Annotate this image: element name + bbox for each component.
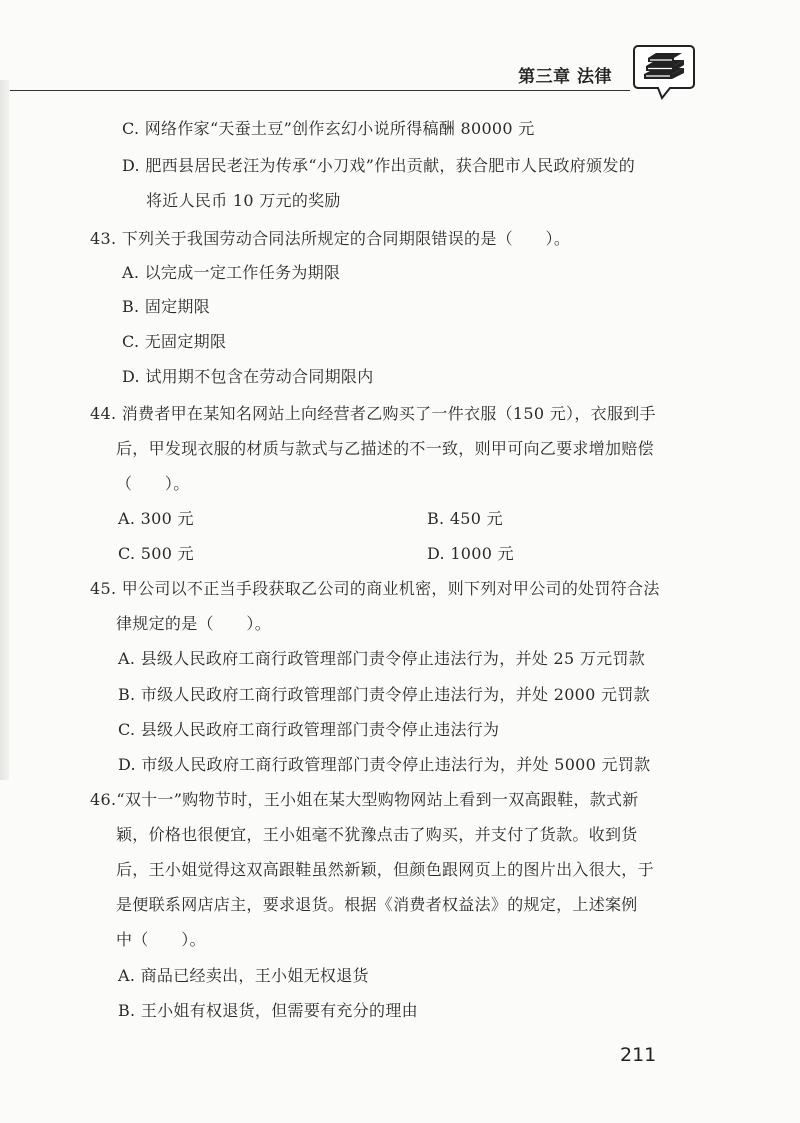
q46-option-a: A. 商品已经卖出，王小姐无权退货 (118, 966, 369, 985)
q46-stem-line2: 颖，价格也很便宜，王小姐毫不犹豫点击了购买，并支付了货款。收到货 (116, 825, 638, 844)
q44-option-c: C. 500 元 (118, 544, 194, 563)
page-number: 211 (620, 1044, 657, 1066)
q43-option-d: D. 试用期不包含在劳动合同期限内 (122, 367, 374, 386)
q43-option-c: C. 无固定期限 (122, 332, 227, 351)
q44-stem-line2: 后，甲发现衣服的材质与款式与乙描述的不一致，则甲可向乙要求增加赔偿 (116, 439, 654, 458)
q44-option-a: A. 300 元 (118, 509, 194, 528)
q45-option-c: C. 县级人民政府工商行政管理部门责令停止违法行为 (118, 720, 500, 739)
q44-option-d: D. 1000 元 (427, 544, 514, 563)
q42-option-d-continued: 将近人民币 10 万元的奖励 (146, 191, 341, 210)
q45-stem: 45. 甲公司以不正当手段获取乙公司的商业机密，则下列对甲公司的处罚符合法 (90, 579, 660, 598)
q46-stem: 46.“双十一”购物节时，王小姐在某大型购物网站上看到一双高跟鞋，款式新 (90, 790, 639, 809)
header-rule (10, 90, 630, 91)
chapter-title: 第三章 法律 (518, 67, 612, 87)
q44-option-b: B. 450 元 (427, 509, 503, 528)
books-icon (632, 44, 696, 100)
running-header (0, 0, 800, 100)
q45-option-a: A. 县级人民政府工商行政管理部门责令停止违法行为，并处 25 万元罚款 (118, 649, 646, 668)
q45-option-d: D. 市级人民政府工商行政管理部门责令停止违法行为，并处 5000 元罚款 (118, 755, 651, 774)
q46-stem-line3: 后，王小姐觉得这双高跟鞋虽然新颖，但颜色跟网页上的图片出入很大，于 (116, 860, 654, 879)
q43-option-b: B. 固定期限 (122, 297, 211, 316)
q45-stem-line2: 律规定的是（ ）。 (116, 614, 272, 633)
q46-stem-line4: 是便联系网店店主，要求退货。根据《消费者权益法》的规定，上述案例 (116, 895, 638, 914)
q44-stem: 44. 消费者甲在某知名网站上向经营者乙购买了一件衣服（150 元），衣服到手 (90, 404, 656, 423)
q45-option-b: B. 市级人民政府工商行政管理部门责令停止违法行为，并处 2000 元罚款 (118, 685, 650, 704)
q46-option-b: B. 王小姐有权退货，但需要有充分的理由 (118, 1001, 418, 1020)
page-edge-shadow (0, 80, 9, 780)
q42-option-d: D. 肥西县居民老汪为传承“小刀戏”作出贡献，获合肥市人民政府颁发的 (122, 156, 635, 175)
q44-stem-line3: （ ）。 (116, 474, 190, 493)
q46-stem-line5: 中（ ）。 (116, 930, 206, 949)
q42-option-c: C. 网络作家“天蚕土豆”创作玄幻小说所得稿酬 80000 元 (122, 119, 535, 138)
q43-stem: 43. 下列关于我国劳动合同法所规定的合同期限错误的是（ ）。 (90, 229, 571, 248)
q43-option-a: A. 以完成一定工作任务为期限 (122, 263, 341, 282)
